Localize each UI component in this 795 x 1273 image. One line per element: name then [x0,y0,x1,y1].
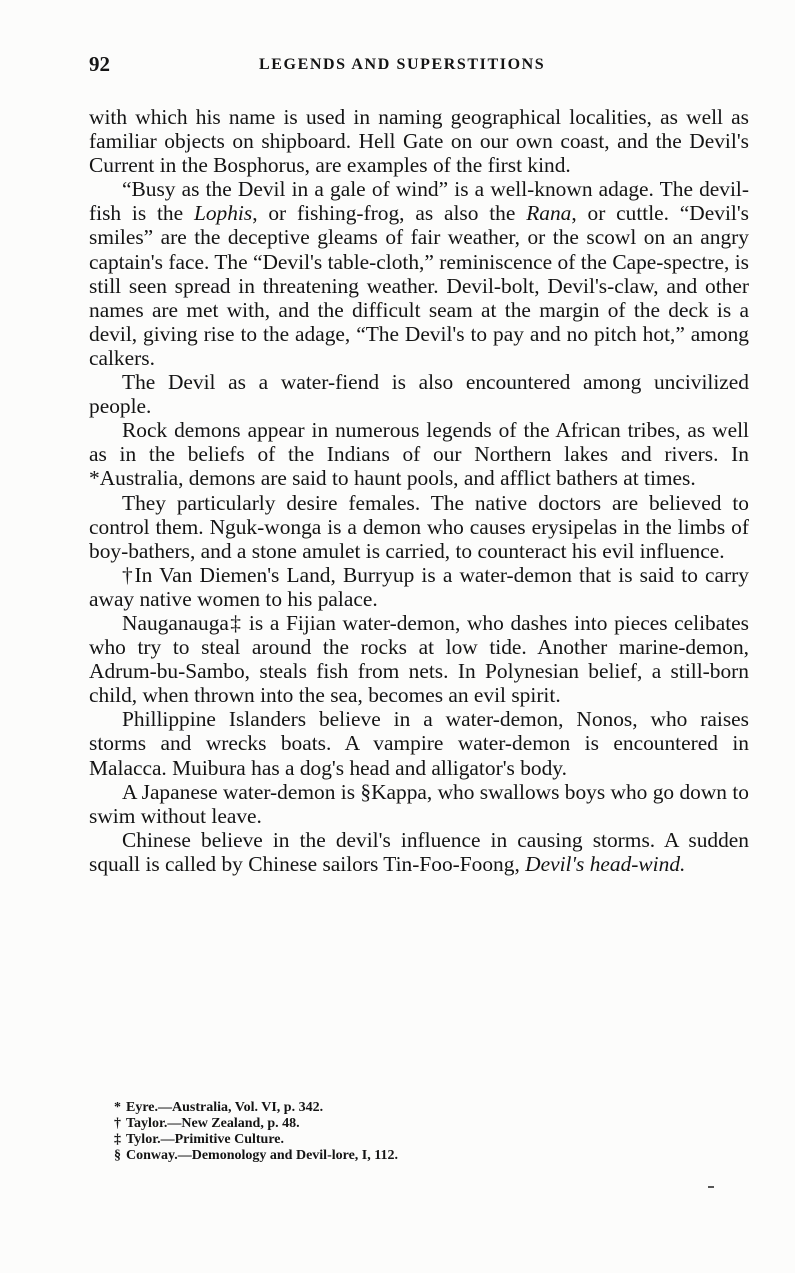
paragraph [89,780,749,828]
paragraph [89,491,749,563]
text-run: Kappa, who swallows boys who go down to swim without leave. [89,779,749,828]
text-run: Nauganauga [122,610,229,635]
footnote [114,1116,614,1132]
paragraph [89,105,749,177]
footnote-text: Taylor.—New Zealand, p. 48. [126,1116,300,1131]
footnotes [114,1100,614,1164]
running-head-title: LEGENDS AND SUPERSTITIONS [259,56,546,73]
italic-text: Rana [526,201,572,226]
body-text [89,105,749,876]
text-run: They particularly desire females. The native doctors are believed to control them. Nguk-wonga is a demon who causes erysipelas in the limbs of boy-bathers, and a stone amulet is carried, to counteract his evil influence. [89,490,749,563]
print-speck [708,1186,714,1188]
text-run: A Japanese water-demon is [122,779,361,804]
text-run: In Van Diemen's Land, Burryup is a water-demon that is said to carry away native women to his palace. [89,562,749,611]
text-run: , or fishing-frog, as also the [252,201,527,226]
footnote-text: Tylor.—Primitive Culture. [126,1132,284,1147]
paragraph [89,177,749,370]
footnote [114,1100,614,1116]
text-run: , or cuttle. “Devil's smiles” are the deceptive gleams of fair weather, or the scowl on an angry captain's face. The “Devil's table-cloth,” reminiscence of the Cape-spectre, is still seen spread in threatening weather. Devil-bolt, Devil's-claw, and other names are met with, and the difficult seam at the margin of the deck is a devil, giving rise to the adage, “The Devil's to pay and no pitch hot,” among calkers. [89,201,750,370]
text-run: The Devil as a water-fiend is also encountered among uncivilized people. [89,370,749,419]
footnote-reference: † [122,562,135,587]
text-run: Chinese believe in the devil's influence in causing storms. A sudden squall is called by Chinese sailors Tin-Foo-Foong, [89,827,749,876]
text-run: Australia, demons are said to haunt pools, and afflict bathers at times. [99,466,696,491]
footnote-reference: * [89,466,100,491]
italic-text: Lophis [193,201,253,226]
footnote [114,1132,614,1148]
footnote-reference: § [360,779,372,804]
paragraph [89,828,749,876]
paragraph [89,370,749,418]
paragraph [89,611,749,707]
text-run: Phillippine Islanders believe in a water-demon, Nonos, who raises storms and wrecks boats. A vampire water-demon is encountered in Malacca. Muibura has a dog's head and alligator's body. [89,707,749,780]
text-run: “Busy as the Devil in a gale of wind” is a well-known adage. The devil-fish is the [89,177,749,226]
footnote-mark: * [114,1100,121,1115]
footnote-mark: ‡ [114,1132,121,1147]
footnote-mark: † [114,1116,121,1131]
text-run: is a Fijian water-demon, who dashes into pieces celibates who try to steal around the rocks at low tide. Another marine-demon, Adrum-bu-Sambo, steals fish from nets. In Polynesian belief, a still-born child, when thrown into the sea, becomes an evil spirit. [89,610,750,708]
running-header [89,52,749,82]
footnote-text: Eyre.—Australia, Vol. VI, p. 342. [126,1100,324,1115]
italic-text: Devil's head-wind. [525,851,686,876]
paragraph [89,563,749,611]
text-run: with which his name is used in naming geographical localities, as well as familiar objects on shipboard. Hell Gate on our own coast, and the Devil's Current in the Bosphorus, are examples of the first kind. [89,105,749,178]
paragraph [89,418,749,490]
page-number: 92 [89,52,110,76]
footnote [114,1148,614,1164]
footnote-mark: § [114,1148,121,1163]
text-run: Rock demons appear in numerous legends of the African tribes, as well as in the beliefs of the Indians of our Northern lakes and rivers. In [89,418,749,467]
paragraph [89,707,749,779]
footnote-text: Conway.—Demonology and Devil-lore, I, 112. [126,1148,398,1163]
footnote-reference: ‡ [228,610,243,635]
